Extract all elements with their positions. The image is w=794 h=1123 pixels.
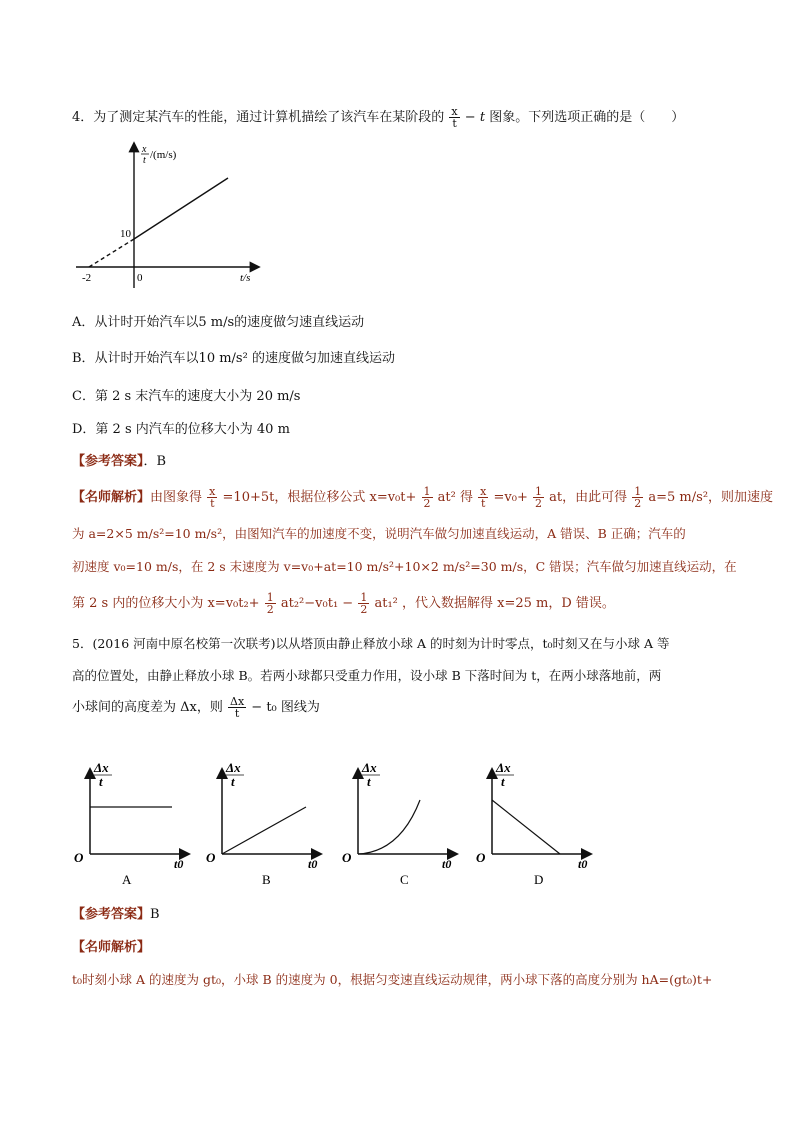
svg-text:t: t: [367, 774, 371, 789]
graph-option-a: [74, 760, 188, 887]
q4-analysis-line-3: 初速度 v₀=10 m/s，在 2 s 末速度为 v=v₀+at=10 m/s²+10×2 m/s²=30 m/s，C 错误；汽车做匀加速直线运动，在: [72, 559, 737, 574]
svg-text:Δx: Δx: [94, 760, 109, 775]
q4-analysis-line-2: 为 a=2×5 m/s²=10 m/s²，由图知汽车的加速度不变，说明汽车做匀加速直线运动，A 错误、B 正确；汽车的: [72, 526, 686, 541]
svg-text:A: A: [122, 872, 132, 887]
q4-option-c: C．第 2 s 末汽车的速度大小为 20 m/s: [72, 389, 301, 404]
origin-label: 0: [137, 272, 143, 284]
svg-text:t: t: [99, 774, 103, 789]
curve-b: [222, 807, 306, 854]
q4-answer: 【参考答案】．B: [72, 454, 167, 469]
q5-analysis-label: 【名师解析】: [72, 940, 151, 955]
data-line: [134, 178, 228, 239]
y-axis-x-num: x: [142, 144, 147, 155]
y-axis-unit: /(m/s): [150, 149, 177, 161]
curve-d: [492, 800, 560, 854]
intercept-label: 10: [120, 228, 131, 240]
svg-text:O: O: [206, 850, 216, 865]
svg-text:O: O: [74, 850, 84, 865]
svg-text:t: t: [501, 774, 505, 789]
svg-text:D: D: [534, 872, 544, 887]
q4-graph: [70, 140, 270, 290]
x-axis-label: t/s: [240, 272, 251, 284]
dx-over-t-fraction: $\frac{\Delta x}{t}$: [230, 695, 245, 720]
q5-answer: 【参考答案】B: [72, 907, 160, 922]
graph-option-d: [476, 760, 590, 887]
minus-t: − t: [464, 110, 486, 125]
q4-stem: 4．为了测定某汽车的性能，通过计算机描绘了该汽车在某阶段的 $\frac{x}{t}$ − t 图象。下列选项正确的是（ ）: [72, 105, 685, 130]
q4-analysis-line-1: 【名师解析】由图象得 $\frac{x}{t}$ =10+5t，根据位移公式 x=v₀t+ $\frac{1}{2}$ at² 得 $\frac{x}{t}$ =v₀+ $\frac{1}{2}$ at，由此可得 $\frac{1}{2}$ a=5 m/s²，则加速度: [72, 485, 774, 510]
q5-stem-1: 5．(2016 河南中原名校第一次联考)以从塔顶由静止释放小球 A 的时刻为计时零点，t₀时刻又在与小球 A 等: [72, 636, 670, 651]
svg-text:Δx: Δx: [496, 760, 511, 775]
curve-c: [358, 800, 420, 854]
q5-stem-3: 小球间的高度差为 Δx，则 $\frac{\Delta x}{t}$ − t₀ 图线为: [72, 695, 320, 720]
q5-graphs: [70, 752, 610, 892]
dashed-extension: [89, 239, 134, 267]
svg-text:t0: t0: [442, 857, 452, 871]
q5-stem-2: 高的位置处，由静止释放小球 B。若两小球都只受重力作用，设小球 B 下落时间为 t，在两小球落地前，两: [72, 668, 662, 683]
neg-two-label: -2: [82, 272, 92, 284]
svg-text:t0: t0: [578, 857, 588, 871]
svg-text:Δx: Δx: [362, 760, 377, 775]
svg-text:Δx: Δx: [226, 760, 241, 775]
svg-text:t0: t0: [308, 857, 318, 871]
svg-text:O: O: [342, 850, 352, 865]
q4-option-a: A．从计时开始汽车以5 m/s的速度做匀速直线运动: [72, 315, 365, 330]
svg-text:B: B: [262, 872, 271, 887]
svg-text:t: t: [231, 774, 235, 789]
q4-analysis-line-4: 第 2 s 内的位移大小为 x=v₀t₂+ $\frac{1}{2}$ at₂²−v₀t₁ − $\frac{1}{2}$ at₁² ，代入数据解得 x=25 m，D 错误。: [72, 591, 615, 616]
x-over-t-fraction: $\frac{x}{t}$: [451, 105, 458, 130]
svg-text:t0: t0: [174, 857, 184, 871]
y-axis-t-den: t: [143, 155, 146, 166]
svg-text:C: C: [400, 872, 409, 887]
q4-option-d: D．第 2 s 内汽车的位移大小为 40 m: [72, 422, 290, 437]
graph-option-c: [342, 760, 456, 887]
q4-option-b: B．从计时开始汽车以10 m/s² 的速度做匀加速直线运动: [72, 351, 395, 366]
graph-option-b: [206, 760, 320, 887]
svg-text:O: O: [476, 850, 486, 865]
q5-analysis-line-1: t₀时刻小球 A 的速度为 gt₀，小球 B 的速度为 0，根据匀变速直线运动规律，两小球下落的高度分别为 hA=(gt₀)t+: [72, 972, 713, 987]
